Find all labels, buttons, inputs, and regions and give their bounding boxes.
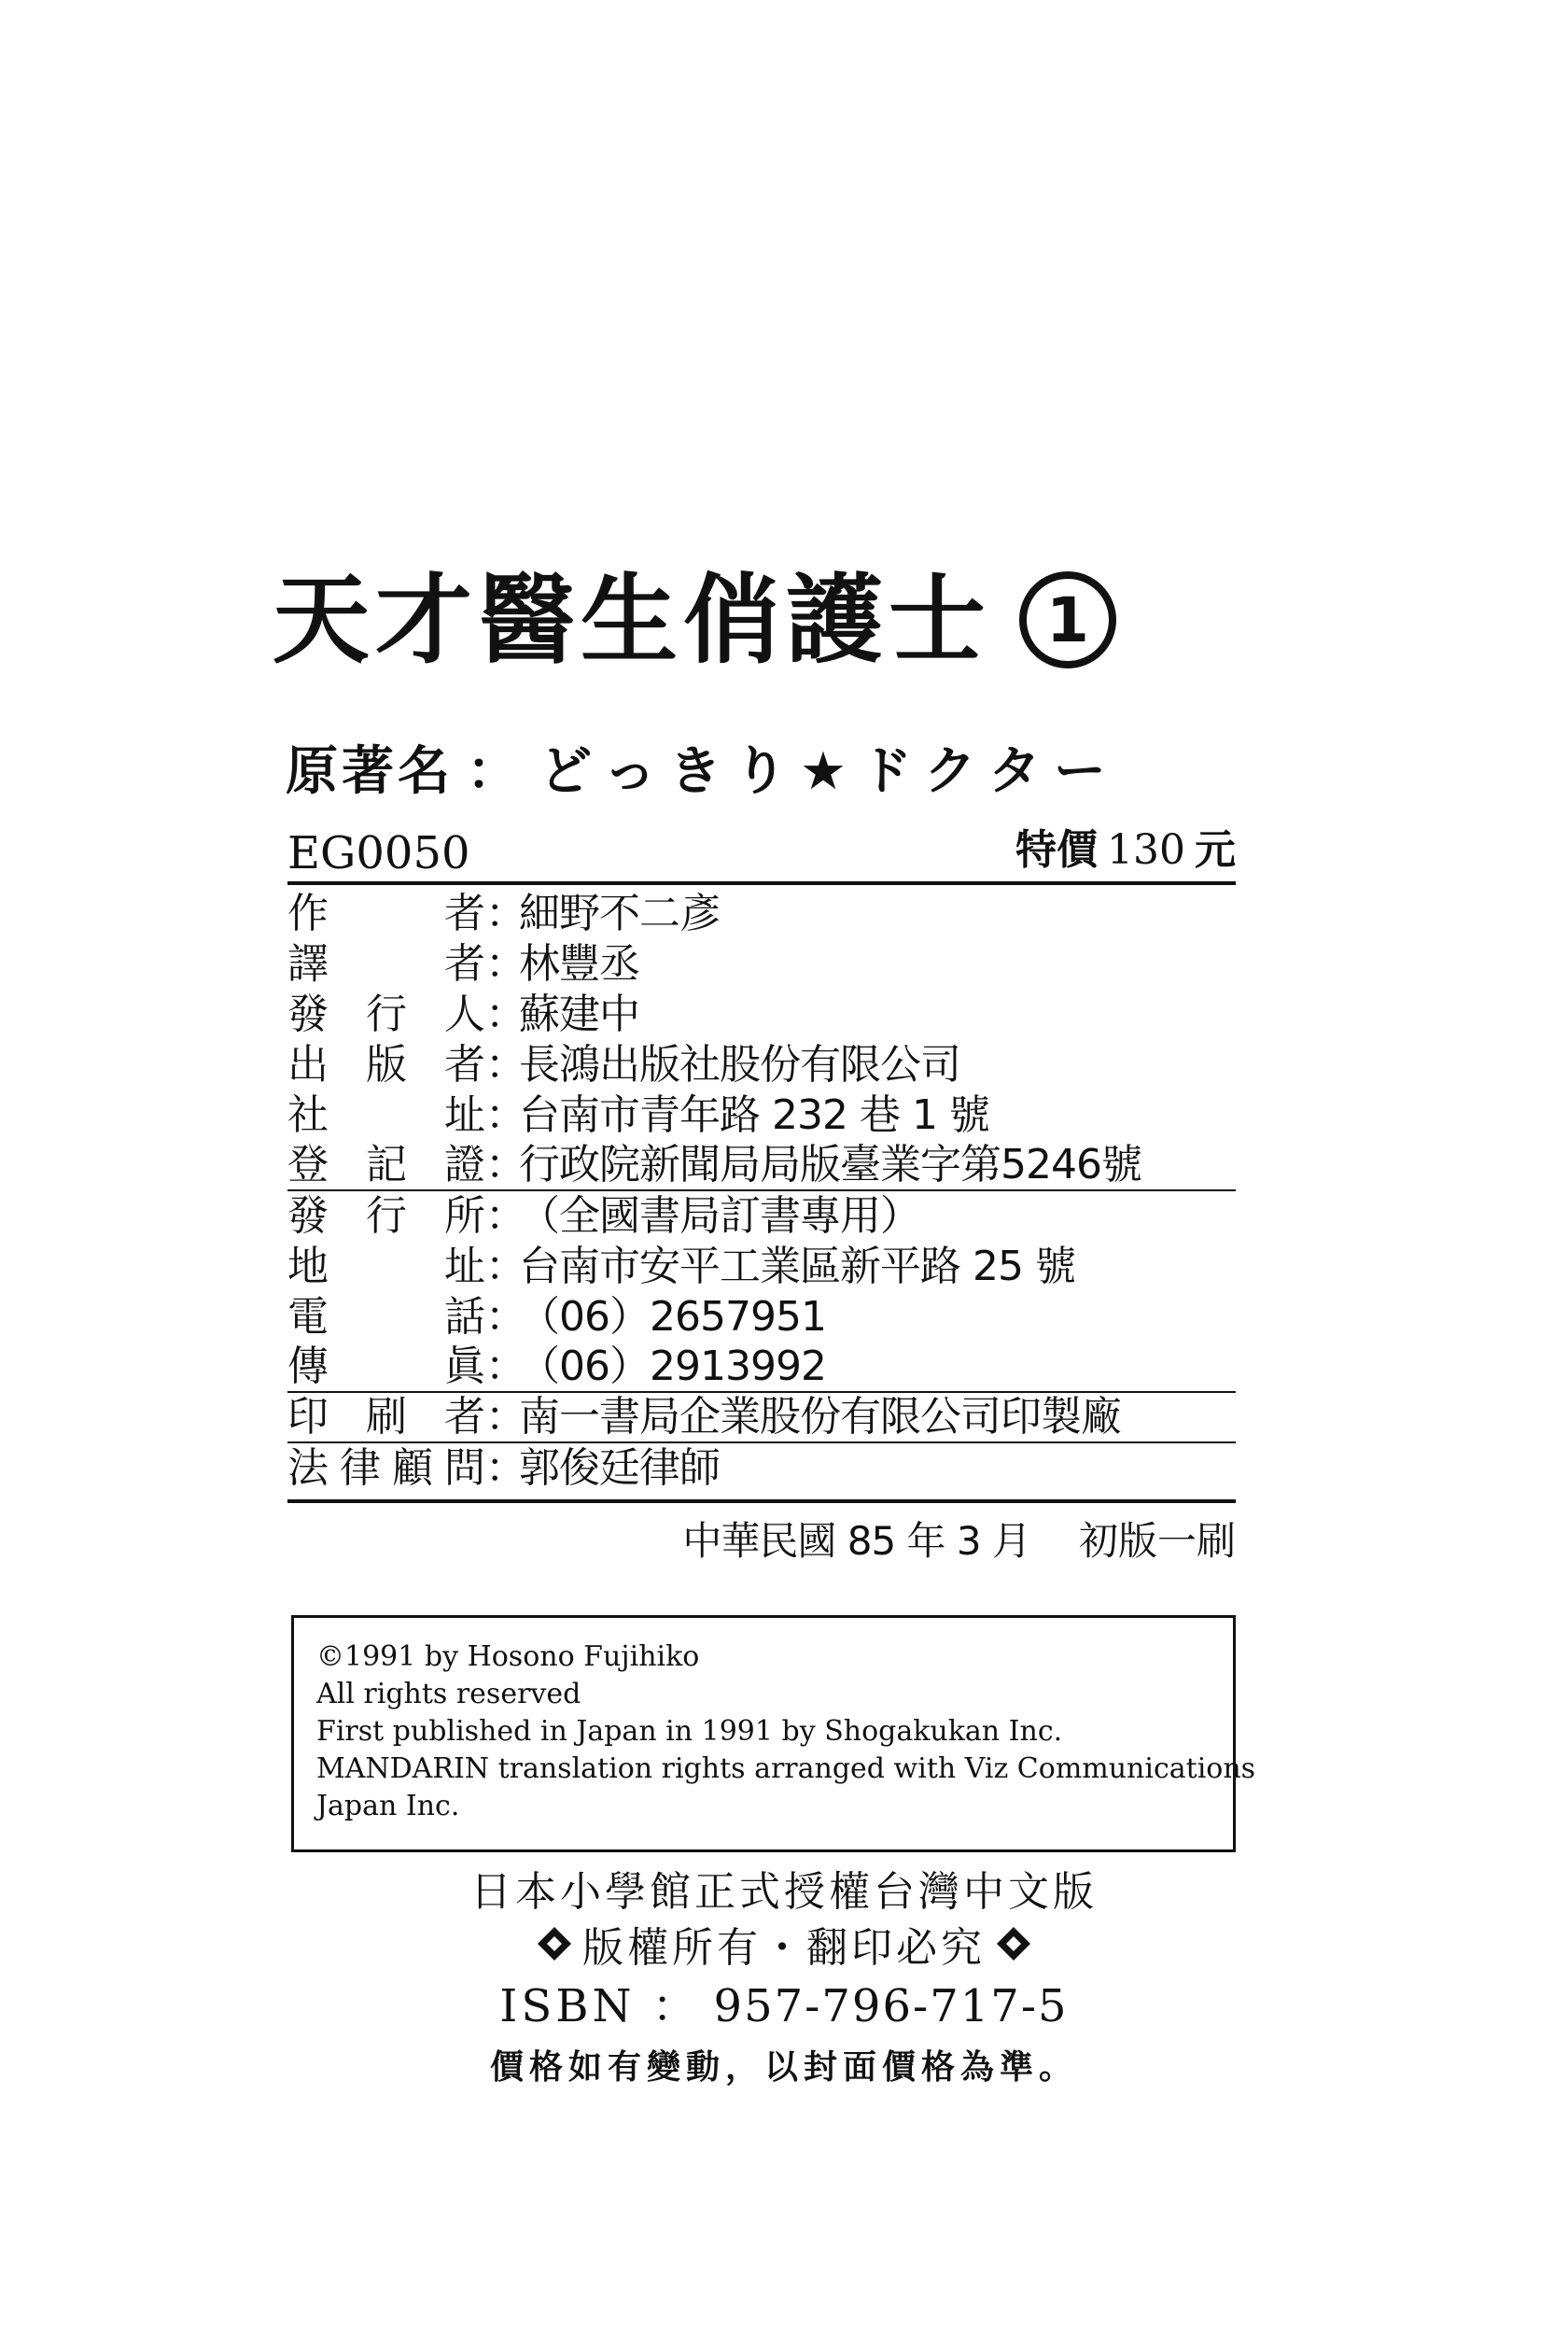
- info-label-char: 址: [444, 1091, 485, 1139]
- volume-badge: 1: [1019, 571, 1116, 668]
- info-label-char: 所: [444, 1192, 485, 1240]
- info-row: [287, 889, 1236, 939]
- info-label-char: 者: [444, 1393, 485, 1441]
- info-separator: ：: [485, 1192, 526, 1240]
- info-value: 林豐丞: [519, 940, 639, 988]
- info-label-char: 譯: [287, 940, 329, 988]
- info-label-char: 者: [444, 940, 485, 988]
- copyright-line: First published in Japan in 1991 by Shogakukan Inc.: [316, 1715, 1063, 1748]
- info-label: [287, 1343, 485, 1390]
- info-separator: ：: [485, 1393, 526, 1441]
- info-separator: ：: [485, 1243, 526, 1290]
- info-label-char: 社: [287, 1091, 329, 1139]
- copyright-line: All rights reserved: [316, 1678, 581, 1710]
- info-label-char: 址: [444, 1243, 485, 1290]
- info-row: [287, 1443, 1236, 1494]
- info-label-char: 問: [444, 1444, 485, 1492]
- info-separator: ：: [485, 1091, 526, 1139]
- info-value: （全國書局訂書專用）: [519, 1192, 920, 1240]
- info-label: [287, 1041, 485, 1089]
- info-value: （06）2913992: [519, 1343, 826, 1390]
- info-label-char: 地: [287, 1243, 329, 1290]
- info-label-char: 人: [444, 991, 485, 1038]
- edition-row: [287, 1511, 1236, 1567]
- info-label-char: 法: [287, 1444, 329, 1492]
- info-row: [287, 1191, 1236, 1242]
- info-separator: ：: [485, 1141, 526, 1188]
- rights-statement: 版權所有・翻印必究: [582, 1924, 986, 1972]
- info-label: [287, 1141, 485, 1188]
- info-label-char: 傳: [287, 1343, 329, 1390]
- info-value: 蘇建中: [519, 991, 639, 1038]
- info-label-char: 律: [340, 1444, 381, 1492]
- price-note: 價格如有變動，以封面價格為準。: [489, 2047, 1078, 2087]
- price-label: 特價: [1015, 826, 1099, 874]
- info-row: [287, 1141, 1236, 1191]
- info-value: 郭俊廷律師: [519, 1444, 720, 1492]
- copyright-line: MANDARIN translation rights arranged with Viz Communications: [316, 1752, 1256, 1785]
- original-title-row: [286, 730, 1219, 805]
- info-label: [287, 1192, 485, 1240]
- info-label-char: 出: [287, 1041, 329, 1089]
- info-row: [287, 1242, 1236, 1292]
- isbn-separator: ：: [651, 1980, 697, 2032]
- info-row: [287, 1343, 1236, 1393]
- edition-printing: 初版一刷: [1078, 1518, 1236, 1564]
- info-label-char: 發: [287, 1192, 329, 1240]
- info-label-char: 行: [366, 991, 407, 1038]
- info-row: [287, 1040, 1236, 1090]
- info-label: [287, 1243, 485, 1290]
- diamond-icon: [536, 1925, 573, 1962]
- info-label-char: 話: [444, 1293, 485, 1341]
- info-value: 台南市安平工業區新平路 25 號: [519, 1243, 1075, 1290]
- price-value: 130: [1107, 826, 1185, 874]
- info-label-char: 版: [366, 1041, 407, 1089]
- isbn-row: [0, 1970, 1568, 2034]
- info-label-char: 刷: [366, 1393, 407, 1441]
- info-label-char: 者: [444, 890, 485, 937]
- info-label-char: 發: [287, 991, 329, 1038]
- original-title: どっきり★ドクター: [539, 741, 1119, 802]
- info-row: [287, 1090, 1236, 1141]
- info-label: [287, 1444, 485, 1492]
- info-row: [287, 939, 1236, 990]
- book-title: 天才醫生俏護士: [273, 563, 992, 677]
- copyright-line: ©1991 by Hosono Fujihiko: [316, 1640, 700, 1673]
- info-label: [287, 1393, 485, 1441]
- info-label-char: 作: [287, 890, 329, 937]
- info-value: 台南市青年路 232 巷 1 號: [519, 1091, 989, 1139]
- info-separator: ：: [485, 1041, 526, 1089]
- rights-row: [0, 1914, 1568, 1974]
- original-title-label: 原著名: [286, 741, 454, 802]
- edition-date: 中華民國 85 年 3 月: [682, 1518, 1030, 1564]
- info-label-char: 電: [287, 1293, 329, 1341]
- info-separator: ：: [485, 991, 526, 1038]
- info-label-char: 眞: [444, 1343, 485, 1390]
- info-label: [287, 940, 485, 988]
- diamond-icon: [995, 1925, 1032, 1962]
- publication-info-table: [287, 889, 1236, 1494]
- info-label: [287, 1091, 485, 1139]
- isbn-label: ISBN: [499, 1980, 636, 2032]
- price-unit: 元: [1195, 826, 1236, 874]
- info-value: 長鴻出版社股份有限公司: [519, 1041, 960, 1089]
- info-separator: ：: [485, 1293, 526, 1341]
- original-title-separator: ：: [467, 741, 519, 802]
- info-row: [287, 1393, 1236, 1443]
- info-row: [287, 990, 1236, 1040]
- info-value: （06）2657951: [519, 1293, 826, 1341]
- info-label-char: 行: [366, 1192, 407, 1240]
- info-label: [287, 890, 485, 937]
- info-divider: [287, 1499, 1236, 1503]
- isbn-value: 957-796-717-5: [713, 1980, 1069, 2032]
- copyright-line: Japan Inc.: [316, 1790, 460, 1822]
- info-label: [287, 1293, 485, 1341]
- info-separator: ：: [485, 1343, 526, 1390]
- title-row: [273, 563, 1253, 677]
- info-separator: ：: [485, 890, 526, 937]
- info-label-char: 登: [287, 1141, 329, 1188]
- info-separator: ：: [485, 940, 526, 988]
- info-separator: ：: [485, 1444, 526, 1492]
- info-value: 南一書局企業股份有限公司印製廠: [519, 1393, 1121, 1441]
- copyright-box: [291, 1615, 1256, 1852]
- info-value: 行政院新聞局局版臺業字第5246號: [519, 1141, 1141, 1188]
- info-label-char: 證: [444, 1141, 485, 1188]
- info-label-char: 記: [366, 1141, 407, 1188]
- info-label-char: 印: [287, 1393, 329, 1441]
- info-value: 細野不二彥: [519, 890, 720, 937]
- info-row: [287, 1292, 1236, 1343]
- info-label: [287, 991, 485, 1038]
- code-price-row: [287, 823, 1236, 885]
- info-label-char: 者: [444, 1041, 485, 1089]
- product-code: EG0050: [287, 827, 470, 879]
- info-label-char: 顧: [392, 1444, 433, 1492]
- price: [1015, 816, 1236, 881]
- authorization-statement: 日本小學館正式授權台灣中文版: [470, 1868, 1098, 1916]
